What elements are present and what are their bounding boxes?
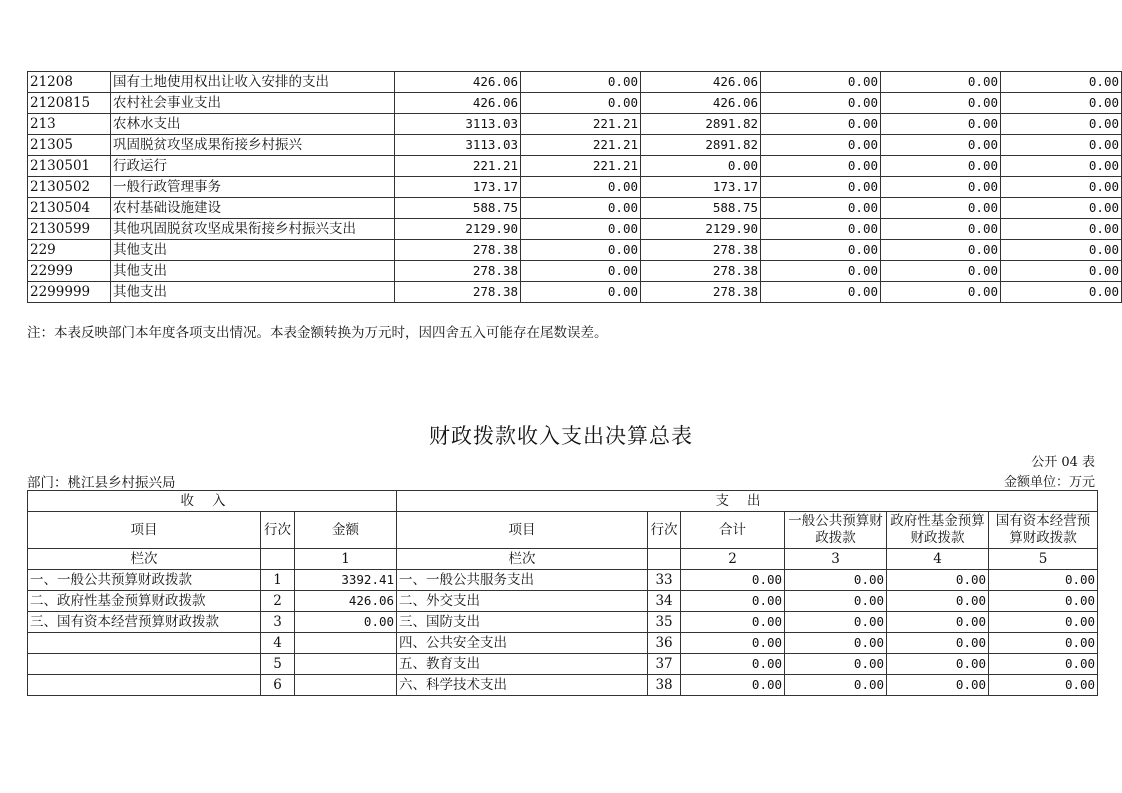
expense-item: 二、外交支出: [397, 591, 648, 612]
row-amount: 0.00: [1001, 198, 1122, 219]
row-amount: 0.00: [521, 177, 641, 198]
department-label: 部门：桃江县乡村振兴局: [27, 475, 176, 491]
table-row: [28, 675, 1098, 696]
row-amount: 0.00: [1001, 114, 1122, 135]
income-amount: [295, 654, 397, 675]
expense-amount: 0.00: [785, 570, 887, 591]
expense-detail-table: [27, 71, 1122, 303]
expense-amount: 0.00: [681, 654, 785, 675]
expense-row-no: 38: [648, 675, 681, 696]
row-amount: 278.38: [395, 261, 521, 282]
col-header-general-budget: 一般公共预算财政拨款: [785, 512, 887, 549]
income-amount: [295, 633, 397, 654]
row-amount: 0.00: [521, 261, 641, 282]
row-amount: 3113.03: [395, 135, 521, 156]
income-row-no: 5: [261, 654, 295, 675]
table-row: [28, 570, 1098, 591]
col-index-2: 2: [681, 549, 785, 570]
table-row: [28, 156, 1122, 177]
income-item: [28, 675, 261, 696]
row-item-name: 行政运行: [111, 156, 395, 177]
table-row: [28, 177, 1122, 198]
row-item-name: 巩固脱贫攻坚成果衔接乡村振兴: [111, 135, 395, 156]
row-amount: 278.38: [641, 261, 761, 282]
income-section-header: 收入: [28, 491, 397, 512]
row-amount: 426.06: [395, 93, 521, 114]
col-index-empty: [261, 549, 295, 570]
row-code: 2130599: [28, 219, 111, 240]
row-amount: 278.38: [395, 240, 521, 261]
expense-row-no: 37: [648, 654, 681, 675]
row-item-name: 农林水支出: [111, 114, 395, 135]
row-amount: 426.06: [641, 93, 761, 114]
col-header-state-capital: 国有资本经营预算财政拨款: [989, 512, 1098, 549]
row-item-name: 一般行政管理事务: [111, 177, 395, 198]
row-code: 2299999: [28, 282, 111, 303]
expense-row-no: 33: [648, 570, 681, 591]
row-amount: 0.00: [1001, 282, 1122, 303]
expense-row-no: 35: [648, 612, 681, 633]
row-code: 21208: [28, 72, 111, 93]
row-item-name: 国有土地使用权出让收入安排的支出: [111, 72, 395, 93]
col-header-row-no: 行次: [261, 512, 295, 549]
summary-table: [27, 490, 1098, 696]
amount-unit-label: 金额单位：万元: [1003, 475, 1095, 490]
expense-amount: 0.00: [887, 591, 989, 612]
col-header-item-expense: 项目: [397, 512, 648, 549]
income-amount: 3392.41: [295, 570, 397, 591]
expense-item: 四、公共安全支出: [397, 633, 648, 654]
row-amount: 0.00: [761, 156, 881, 177]
row-amount: 0.00: [1001, 93, 1122, 114]
row-item-name: 农村社会事业支出: [111, 93, 395, 114]
row-item-name: 其他支出: [111, 282, 395, 303]
row-amount: 278.38: [641, 240, 761, 261]
row-item-name: 农村基础设施建设: [111, 198, 395, 219]
col-header-row-no-expense: 行次: [648, 512, 681, 549]
table-row: [28, 612, 1098, 633]
income-row-no: 2: [261, 591, 295, 612]
income-item: 三、国有资本经营预算财政拨款: [28, 612, 261, 633]
expense-amount: 0.00: [887, 612, 989, 633]
table-row: [28, 114, 1122, 135]
expense-row-no: 34: [648, 591, 681, 612]
row-amount: 2129.90: [395, 219, 521, 240]
table-number: 公开 04 表: [1031, 455, 1095, 470]
expense-amount: 0.00: [989, 591, 1098, 612]
row-amount: 0.00: [761, 72, 881, 93]
expense-amount: 0.00: [887, 654, 989, 675]
expense-item: 一、一般公共服务支出: [397, 570, 648, 591]
expense-item: 六、科学技术支出: [397, 675, 648, 696]
table-row: [28, 240, 1122, 261]
income-item: 一、一般公共预算财政拨款: [28, 570, 261, 591]
row-amount: 0.00: [1001, 219, 1122, 240]
row-amount: 0.00: [1001, 240, 1122, 261]
row-amount: 0.00: [761, 177, 881, 198]
row-item-name: 其他巩固脱贫攻坚成果衔接乡村振兴支出: [111, 219, 395, 240]
table-row: [28, 93, 1122, 114]
col-header-amount: 金额: [295, 512, 397, 549]
row-amount: 0.00: [881, 261, 1001, 282]
row-amount: 173.17: [395, 177, 521, 198]
income-amount: 0.00: [295, 612, 397, 633]
income-row-no: 4: [261, 633, 295, 654]
expense-section-header: 支出: [397, 491, 1098, 512]
row-amount: 173.17: [641, 177, 761, 198]
row-amount: 0.00: [881, 72, 1001, 93]
table-row: [28, 261, 1122, 282]
income-item: 二、政府性基金预算财政拨款: [28, 591, 261, 612]
income-item: [28, 654, 261, 675]
table-row: [28, 633, 1098, 654]
row-amount: 0.00: [1001, 72, 1122, 93]
row-code: 213: [28, 114, 111, 135]
row-amount: 0.00: [881, 219, 1001, 240]
income-amount: 426.06: [295, 591, 397, 612]
row-amount: 0.00: [521, 93, 641, 114]
table-row: [28, 198, 1122, 219]
row-amount: 588.75: [641, 198, 761, 219]
row-amount: 0.00: [761, 261, 881, 282]
row-amount: 0.00: [761, 240, 881, 261]
row-amount: 221.21: [521, 135, 641, 156]
row-amount: 0.00: [1001, 261, 1122, 282]
row-amount: 0.00: [761, 114, 881, 135]
row-code: 2130501: [28, 156, 111, 177]
expense-item: 五、教育支出: [397, 654, 648, 675]
row-amount: 0.00: [881, 240, 1001, 261]
row-code: 2130502: [28, 177, 111, 198]
row-amount: 0.00: [881, 282, 1001, 303]
expense-amount: 0.00: [681, 591, 785, 612]
expense-amount: 0.00: [681, 612, 785, 633]
expense-amount: 0.00: [785, 675, 887, 696]
row-amount: 0.00: [881, 177, 1001, 198]
row-code: 2120815: [28, 93, 111, 114]
col-header-gov-fund: 政府性基金预算财政拨款: [887, 512, 989, 549]
row-code: 229: [28, 240, 111, 261]
expense-amount: 0.00: [989, 633, 1098, 654]
row-amount: 588.75: [395, 198, 521, 219]
row-amount: 278.38: [641, 282, 761, 303]
col-header-total: 合计: [681, 512, 785, 549]
row-amount: 221.21: [395, 156, 521, 177]
table-row: [28, 591, 1098, 612]
row-amount: 0.00: [881, 198, 1001, 219]
row-amount: 221.21: [521, 156, 641, 177]
income-row-no: 3: [261, 612, 295, 633]
col-header-item: 项目: [28, 512, 261, 549]
expense-amount: 0.00: [785, 633, 887, 654]
row-amount: 0.00: [761, 282, 881, 303]
expense-amount: 0.00: [989, 675, 1098, 696]
row-amount: 0.00: [641, 156, 761, 177]
row-amount: 2891.82: [641, 135, 761, 156]
row-amount: 0.00: [761, 198, 881, 219]
expense-amount: 0.00: [785, 612, 887, 633]
row-amount: 0.00: [881, 93, 1001, 114]
row-amount: 0.00: [761, 93, 881, 114]
col-index-empty-expense: [648, 549, 681, 570]
table-row: [28, 135, 1122, 156]
expense-amount: 0.00: [785, 654, 887, 675]
row-amount: 221.21: [521, 114, 641, 135]
expense-amount: 0.00: [887, 675, 989, 696]
col-index-label-expense: 栏次: [397, 549, 648, 570]
row-code: 2130504: [28, 198, 111, 219]
expense-amount: 0.00: [989, 654, 1098, 675]
row-amount: 0.00: [521, 240, 641, 261]
row-amount: 0.00: [761, 219, 881, 240]
row-code: 22999: [28, 261, 111, 282]
page-title: 财政拨款收入支出决算总表: [429, 424, 693, 448]
expense-amount: 0.00: [681, 633, 785, 654]
col-index-1: 1: [295, 549, 397, 570]
col-index-label: 栏次: [28, 549, 261, 570]
expense-amount: 0.00: [681, 570, 785, 591]
row-amount: 426.06: [641, 72, 761, 93]
expense-amount: 0.00: [887, 633, 989, 654]
table-note: 注：本表反映部门本年度各项支出情况。本表金额转换为万元时，因四舍五入可能存在尾数误差。: [27, 325, 608, 341]
col-index-5: 5: [989, 549, 1098, 570]
row-amount: 426.06: [395, 72, 521, 93]
row-amount: 0.00: [761, 135, 881, 156]
row-amount: 0.00: [521, 282, 641, 303]
income-item: [28, 633, 261, 654]
row-amount: 2891.82: [641, 114, 761, 135]
table-row: [28, 654, 1098, 675]
row-amount: 278.38: [395, 282, 521, 303]
col-index-4: 4: [887, 549, 989, 570]
expense-amount: 0.00: [887, 570, 989, 591]
expense-item: 三、国防支出: [397, 612, 648, 633]
table-row: [28, 282, 1122, 303]
col-index-3: 3: [785, 549, 887, 570]
row-amount: 3113.03: [395, 114, 521, 135]
row-amount: 0.00: [881, 156, 1001, 177]
row-amount: 0.00: [1001, 135, 1122, 156]
row-code: 21305: [28, 135, 111, 156]
row-amount: 2129.90: [641, 219, 761, 240]
row-amount: 0.00: [881, 135, 1001, 156]
expense-amount: 0.00: [785, 591, 887, 612]
row-amount: 0.00: [1001, 177, 1122, 198]
row-amount: 0.00: [1001, 156, 1122, 177]
expense-amount: 0.00: [681, 675, 785, 696]
expense-amount: 0.00: [989, 612, 1098, 633]
income-amount: [295, 675, 397, 696]
table-row: [28, 72, 1122, 93]
row-amount: 0.00: [521, 72, 641, 93]
expense-row-no: 36: [648, 633, 681, 654]
row-item-name: 其他支出: [111, 261, 395, 282]
income-row-no: 1: [261, 570, 295, 591]
row-amount: 0.00: [881, 114, 1001, 135]
table-row: [28, 219, 1122, 240]
row-item-name: 其他支出: [111, 240, 395, 261]
row-amount: 0.00: [521, 198, 641, 219]
row-amount: 0.00: [521, 219, 641, 240]
income-row-no: 6: [261, 675, 295, 696]
expense-amount: 0.00: [989, 570, 1098, 591]
